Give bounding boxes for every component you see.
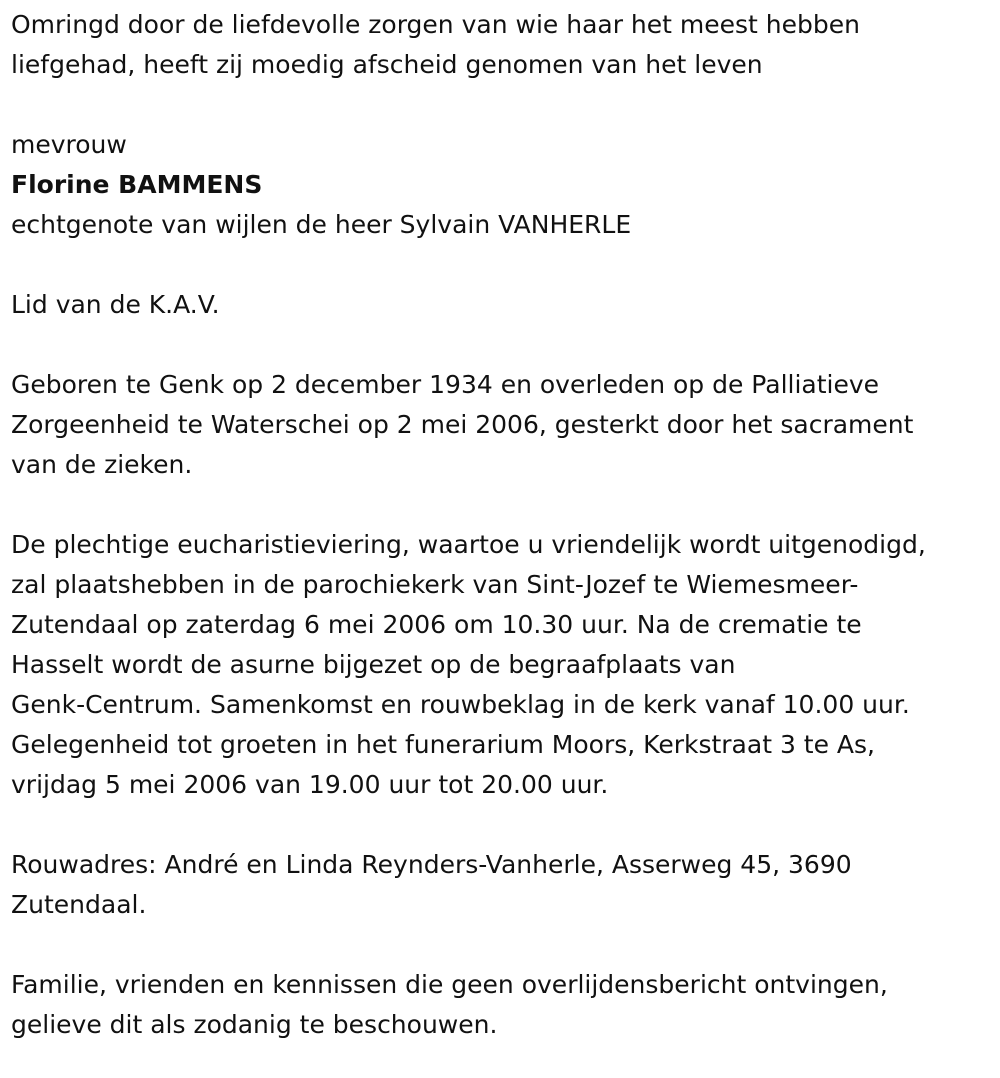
ceremony-text: De plechtige eucharistieviering, waartoe u vriendelijk wordt uitgenodigd, zal plaatshebben in de parochiekerk van Sint-Jozef te Wiemesmeer- Zutendaal op zaterdag 6 mei 2006 om 10.30 uur. Na de crematie te Hasselt wordt de asurne bijgezet op de begraafplaats van Genk-Centrum. Samenkomst en rouwbeklag in de kerk vanaf 10.00 uur. Gelegenheid tot groeten in het funerarium Moors, Kerkstraat 3 te As, vrijdag 5 mei 2006 van 19.00 uur tot 20.00 uur.: [11, 530, 926, 799]
paragraph-gap: [11, 325, 991, 365]
paragraph-gap: [11, 245, 991, 285]
paragraph-gap: [11, 85, 991, 125]
spouse-line: echtgenote van wijlen de heer Sylvain VANHERLE: [11, 210, 632, 239]
paragraph-gap: [11, 925, 991, 965]
mourning-address: Rouwadres: André en Linda Reynders-Vanherle, Asserweg 45, 3690 Zutendaal.: [11, 850, 852, 919]
paragraph-gap: [11, 485, 991, 525]
title-prefix: mevrouw: [11, 130, 127, 159]
death-notice: [11, 5, 991, 1045]
intro-text: Omringd door de liefdevolle zorgen van wie haar het meest hebben liefgehad, heeft zij moedig afscheid genomen van het leven: [11, 10, 860, 79]
membership-line: Lid van de K.A.V.: [11, 290, 220, 319]
birth-death-text: Geboren te Genk op 2 december 1934 en overleden op de Palliatieve Zorgeenheid te Waterschei op 2 mei 2006, gesterkt door het sacrament van de zieken.: [11, 370, 914, 479]
closing-text: Familie, vrienden en kennissen die geen overlijdensbericht ontvingen, gelieve dit als zodanig te beschouwen.: [11, 970, 888, 1039]
deceased-name: Florine BAMMENS: [11, 170, 263, 199]
paragraph-gap: [11, 805, 991, 845]
